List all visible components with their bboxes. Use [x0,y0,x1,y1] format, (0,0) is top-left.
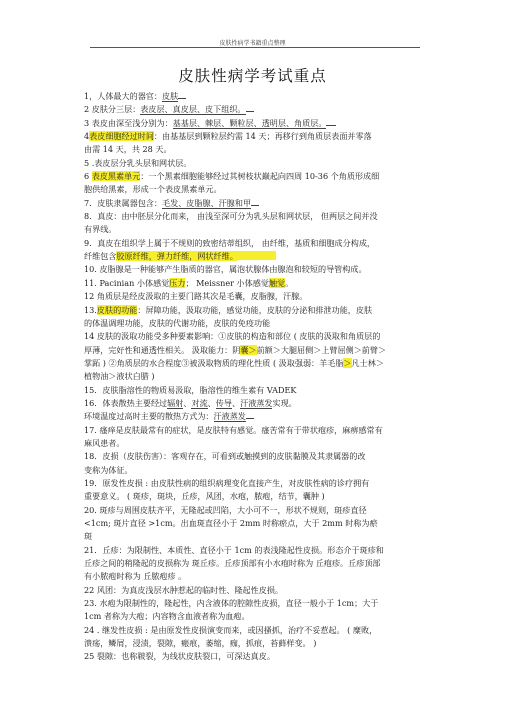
note-line: 11. Pacinian 小体感觉压力； Meissner 小体感觉触觉。 [84,277,294,288]
note-line: 8．真皮：由中胚层分化而来， 由浅至深可分为乳头层和网状层， 但两层之间并没 [84,211,378,222]
highlight: ＞ [343,357,352,368]
note-line: 斑 [84,531,93,542]
answer-underline: 对流 [191,397,208,408]
note-line: 有小脓疱时称为 丘脓疱疹 。 [84,571,187,582]
note-line: 掌跖 ) ②角质层的水合程度③被汲取物质的理化性质 ( 汲取强弱：羊毛脂＞凡士林＞ [84,357,384,368]
note-line: 17. 瘙痒是皮肤最常有的症状，是皮肤特有感觉。瘙苦常有于带状疱疹，麻痹感常有 [84,424,383,435]
note-line: 1，人体最大的器官：皮肤 [84,90,444,103]
highlight: 胶原纤维，弹力纤维，网状纤维。 [116,251,238,262]
header-rule [90,47,420,48]
answer-underline: 汗液蒸发 [240,397,273,408]
highlight: 表皮黑素单元 [91,171,141,182]
note-line: 3 表皮由深至浅分别为：基基层、棘层、颗粒层、透明层、角质层。 [84,117,444,130]
note-line: 有界线。 [84,224,117,235]
note-line: 23. 水疱为限制性的，隆起性，内含液体的腔隙性皮损，直径一般小于 1cm；大于 [84,598,379,609]
note-line: 变称为体征。 [84,464,133,475]
note-line: 1cm 者称为大疱；内容物含血液者称为血疱。 [84,611,250,622]
note-line: 5 .表皮层分乳头层和网状层。 [84,157,192,168]
note-line: 植物油＞液状白腊 ) [84,371,155,382]
note-line: 溃疡，鳞屑，浸渍，裂隙，瘢痕，萎缩，痂，抓痕，苔藓样变。 ) [84,638,317,649]
note-line: 4表皮细胞经过时间：由基基层到颗粒层约需 14 天；再移行到角质层表面并零落 [84,131,372,142]
note-line: 丘疹之间的稍隆起的皮损称为 斑丘疹。丘疹顶部有小水疱时称为 丘疱疹。丘疹顶部 [84,558,381,569]
answer-underline: 传导 [215,397,232,408]
answer-underline: 基基层、棘层、颗粒层、透明层、角质层。 [172,117,327,128]
note-line: 19．原发性皮损 : 由皮肤性病的组织病理变化直接产生，对皮肤性病的诊疗拥有 [84,477,370,488]
note-line: 厚薄，完好性和通透性相关。 汲取能力：阴囊＞前额＞大腿屈侧＞上臂屈侧＞前臂＞ [84,344,387,355]
answer-underline: 毛发、皮脂腺、汗腺和甲 [162,197,252,208]
note-line: 18．皮损（皮肤伤害）：客观存在，可看到或触摸到的皮肤黏膜及其隶属器的改 [84,451,366,462]
note-line: 9．真皮在组织学上属于不规则的致密结蒂组织， 由纤维，基质和细胞成分构成， [84,237,376,248]
note-line: 22 风团：为真皮浅层水肿惹起的临时性、隆起性皮损。 [84,584,284,595]
note-line: <1cm; 斑片直径 >1cm。出血斑直径小于 2mm 时称瘀点，大于 2mm 时称为瘀 [84,518,378,528]
note-line: 麻风患者。 [84,437,125,448]
notes-body [84,90,444,664]
answer-underline: 汗液蒸发 [213,411,246,422]
note-line: 6 表皮黑素单元：一个黑素细胞能够经过其树枝状巅起向四周 10-36 个角质形成细 [84,171,380,182]
note-line: 胞供给黑素，形成一个表皮黑素单元。 [84,184,222,195]
note-line: 由需 14 天，共 28 天。 [84,144,172,155]
note-line: 21．丘疹：为限制性、本质性、直径小于 1cm 的表浅隆起性皮损。形态介于斑疹和 [84,544,384,555]
note-line: 2 皮肤分三层：表皮层、真皮层、皮下组织。 [84,103,444,116]
note-line: 的体温调理功能，皮肤的代谢功能，皮肤的免疫功能 [84,317,271,328]
note-line: 重要意义。 ( 斑疹，斑块，丘疹，风团，水疱，脓疱，结节，囊肿 ) [84,491,325,502]
note-line: 24 . 继发性皮损 : 是由原发性皮损演变而来，或因搔抓，治疗不妥惹起。 ( 糜败， [84,624,378,635]
note-line: 环境温度过高时主要的散热方式为：汗液蒸发 [84,410,444,423]
note-line: 15．皮肤脂溶性的物质易汲取，脂溶性的维生素有 VADEK [84,384,297,395]
note-line: 14 皮肤的汲取功能受多种要素影响：①皮肤的构造和部位 ( 皮肤的汲取和角质层的 [84,331,381,342]
answer-underline: 皮肤 [162,91,179,101]
page-title: 皮肤性病学考试重点 [178,67,327,85]
note-line: 13.皮肤的功能：屏障功能，汲取功能，感觉功能，皮肤的分泌和排泄功能，皮肤 [84,304,373,315]
answer-underline: 辐射 [167,397,184,408]
highlight: 皮肤的功能 [96,304,138,315]
note-line: 纤维包含胶原纤维，弹力纤维，网状纤维。 [84,250,444,263]
running-header: 皮肤性病学书籍重点整理 [219,40,286,47]
highlight: 表皮细胞经过时间 [89,131,154,142]
note-line: 12 角质层是经皮汲取的主要门路其次是毛囊，皮脂腺，汗腺。 [84,291,308,302]
highlight: 触觉 [268,277,286,288]
note-line: 20. 斑疹与周围皮肤齐平，无隆起或凹陷，大小可不一，形状不规则，斑疹直径 [84,504,367,515]
note-line: 7．皮肤隶属器包含：毛发、皮脂腺、汗腺和甲 [84,197,444,210]
note-line: 16．体表散热主要经过辐射、对流、传导、汗液蒸发实现。 [84,397,297,408]
note-line: 25 裂隙：也称皲裂，为线状皮肤裂口，可深达真皮。 [84,651,275,662]
note-line: 10. 皮脂腺是一种能够产生脂质的器官，属泡状腺体由腺泡和较短的导管构成。 [84,264,367,275]
answer-underline: 表皮层、真皮层、皮下组织。 [140,104,246,115]
highlight: 压力 [169,277,186,288]
highlight: 囊＞ [240,344,257,355]
